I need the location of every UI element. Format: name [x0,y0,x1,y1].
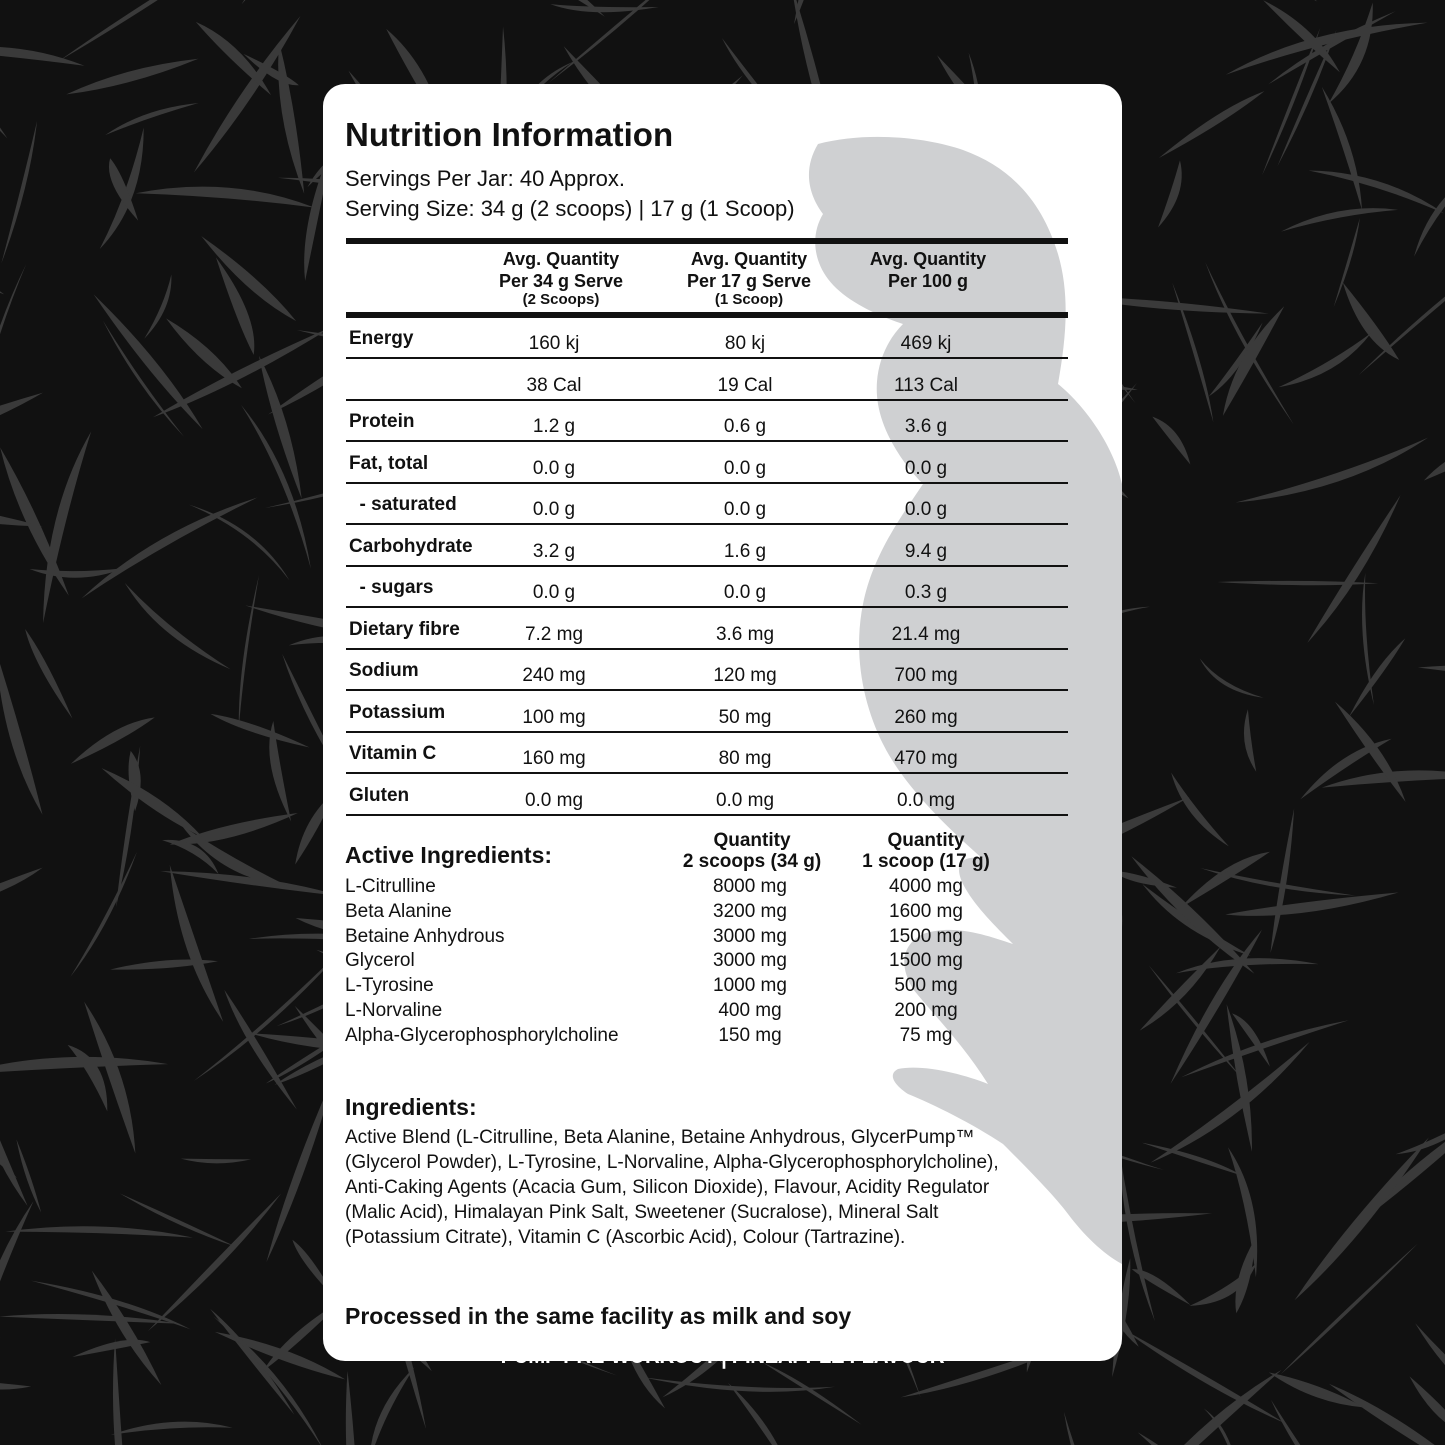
nutrition-row [346,484,1068,525]
nutrition-row [346,526,1068,567]
claw-scratch [0,1381,31,1390]
claw-scratch [148,1193,281,1331]
claw-scratch [5,1226,193,1237]
nutrient-label: Energy [349,328,414,349]
claw-scratch [170,865,223,1022]
nutrition-row [346,650,1068,691]
nutrient-value: 0.0 mg [524,789,584,811]
claw-scratch [278,42,304,194]
claw-scratch [1244,709,1256,772]
claw-scratch [1281,208,1398,231]
nutrient-label: Sodium [349,660,419,681]
claw-scratch [1309,170,1445,213]
claw-scratch [66,59,198,95]
nutrition-row [346,360,1068,401]
nutrition-card [323,84,1122,1361]
nutrient-value: 3.2 g [532,540,576,562]
claw-scratch [43,431,91,623]
quantity-2-scoops: 1000 mg [713,975,787,997]
claw-scratch [1159,91,1264,158]
active-column-header-1-scoop: Quantity 1 scoop (17 g) [862,830,990,872]
claw-scratch [120,1193,235,1246]
ingredients-title: Ingredients: [345,1094,477,1120]
claw-scratch [25,629,72,719]
claw-scratch [1064,1412,1125,1445]
active-ingredient-row [345,926,1065,951]
claw-scratch [153,327,332,418]
nutrient-value: 9.4 g [904,540,948,562]
nutrient-value: 3.6 g [904,416,948,437]
claw-scratch [113,1338,129,1445]
active-column-header-2-scoops: Quantity 2 scoops (34 g) [682,830,822,872]
nutrient-value: 19 Cal [717,374,773,396]
claw-scratch [144,275,171,339]
claw-scratch [125,583,231,669]
claw-scratch [116,746,140,907]
claw-scratch [1,121,37,263]
active-ingredient-name: Alpha-Glycerophosphorylcholine [345,1024,619,1046]
active-ingredient-row [345,876,1065,901]
claw-scratch [549,0,676,82]
nutrient-label: - saturated [349,494,457,515]
claw-scratch [242,0,361,4]
claw-scratch [763,1363,862,1425]
quantity-1-scoop: 1500 mg [889,950,963,972]
nutrient-value: 100 mg [522,706,586,728]
claw-scratch [0,264,26,475]
nutrient-value: 7.2 mg [524,623,584,645]
quantity-2-scoops: 3200 mg [713,900,787,922]
claw-scratch [0,1201,33,1371]
claw-scratch [1236,438,1428,503]
claw-scratch [1322,770,1445,787]
claw-scratch [201,236,296,321]
ingredients-line: (Malic Acid), Himalayan Pink Salt, Sweetener (Sucralose), Mineral Salt [345,1202,939,1223]
nutrient-value: 240 mg [522,665,586,686]
nutrient-value: 260 mg [894,706,958,728]
quantity-1-scoop: 200 mg [894,1000,958,1021]
claw-scratch [1328,3,1372,104]
ingredients-line: Anti-Caking Agents (Acacia Gum, Silicon Dioxide), Flavour, Acidity Regulator [345,1177,990,1198]
claw-scratch [1271,1400,1355,1445]
column-header-100g: Avg. Quantity Per 100 g [869,249,987,291]
claw-scratch [1152,417,1190,465]
nutrient-value: 0.0 g [904,457,948,479]
claw-scratch [0,868,43,913]
nutrient-label: Protein [349,411,415,432]
claw-scratch [241,405,311,569]
claw-scratch [370,1367,415,1445]
nutrition-row [346,567,1068,608]
nutrient-value: 700 mg [894,665,958,686]
claw-scratch [70,852,137,977]
claw-scratch [1278,333,1371,387]
active-ingredients-title: Active Ingredients: [345,842,553,868]
claw-scratch [1200,658,1264,697]
row-divider [346,814,1068,816]
nutrient-value: 38 Cal [526,374,582,396]
quantity-1-scoop: 500 mg [894,975,958,997]
claw-scratch [210,714,309,748]
quantity-1-scoop: 75 mg [899,1024,953,1046]
claw-scratch [189,505,290,581]
claw-scratch [1235,1238,1255,1313]
nutrient-value: 0.0 g [532,582,576,603]
claw-scratch [60,0,244,60]
nutrient-value: 80 kj [724,333,766,354]
nutrient-label: Dietary fibre [349,618,460,640]
quantity-2-scoops: 400 mg [718,1000,782,1021]
claw-scratch [1410,1376,1445,1435]
ingredients-line: (Potassium Citrate), Vitamin C (Ascorbic Acid), Colour (Tartrazine). [345,1227,906,1248]
nutrient-value: 3.6 mg [715,623,775,645]
ingredients-line: (Glycerol Powder), L-Tyrosine, L-Norvaline, Alpha-Glycerophosphorylcholine), [345,1152,999,1173]
nutrient-label: Gluten [349,784,410,806]
claw-scratch [728,1383,789,1445]
claw-scratch [1418,665,1445,691]
claw-scratch [71,717,155,764]
nutrition-row [346,733,1068,774]
active-ingredient-row [345,1025,1065,1050]
product-name-footer: PUMP PRE-WORKOUT | PINEAPPLE FLAVOUR [500,1341,945,1369]
column-header-17g: Avg. Quantity Per 17 g Serve (1 Scoop) [686,249,812,308]
claw-scratch [105,103,198,135]
claw-scratch [136,187,315,208]
ingredients-text [345,1125,1065,1250]
nutrient-value: 1.2 g [532,416,576,437]
claw-scratch [239,575,259,728]
active-ingredient-name: Glycerol [345,950,415,972]
quantity-1-scoop: 1500 mg [889,925,963,947]
active-ingredient-name: L-Norvaline [345,1000,443,1021]
claw-scratch [1424,428,1445,480]
nutrient-value: 0.0 g [532,499,576,520]
claw-scratch [94,294,203,429]
claw-scratch [1225,892,1399,915]
claw-scratch [0,650,42,814]
nutrient-value: 113 Cal [893,374,959,396]
quantity-2-scoops: 3000 mg [713,925,787,947]
claw-scratch [166,318,242,388]
nutrient-value: 50 mg [718,706,772,728]
allergen-statement: Processed in the same facility as milk and soy [345,1303,852,1329]
active-ingredient-name: L-Tyrosine [345,975,434,997]
nutrient-value: 0.0 g [904,499,948,520]
active-ingredient-row [345,975,1065,1000]
nutrient-value: 469 kj [900,333,952,354]
claw-scratch [1307,495,1400,643]
nutrition-row [346,692,1068,733]
nutrient-value: 0.6 g [723,416,767,437]
panel-title: Nutrition Information [345,116,674,153]
nutrient-value: 120 mg [713,665,777,686]
table-top-rule [346,238,1068,244]
nutrient-label: Potassium [349,701,446,723]
claw-scratch [1171,773,1229,847]
claw-scratch [103,320,184,436]
claw-scratch [346,1371,359,1445]
claw-scratch [196,22,271,95]
ingredients-line: Active Blend (L-Citrulline, Beta Alanine, Betaine Anhydrous, GlycerPump™ [345,1127,975,1148]
nutrient-value: 0.0 mg [715,789,775,811]
claw-scratch [1295,1137,1429,1300]
nutrient-value: 470 mg [894,748,958,769]
nutrition-row [346,775,1068,816]
claw-scratch [1414,173,1445,257]
quantity-1-scoop: 1600 mg [889,900,963,922]
nutrient-value: 0.0 g [723,457,767,479]
claw-scratch [1300,739,1391,800]
claw-scratch [1181,1020,1348,1077]
claw-scratch [82,497,258,598]
active-ingredient-row [345,950,1065,975]
claw-scratch [1349,638,1405,716]
quantity-2-scoops: 150 mg [718,1024,782,1046]
serving-size: Serving Size: 34 g (2 scoops) | 17 g (1 Scoop) [345,196,795,221]
claw-scratch [1132,1269,1191,1305]
nutrient-label: Carbohydrate [349,535,473,557]
nutrient-value: 0.0 mg [896,789,956,811]
servings-per-jar: Servings Per Jar: 40 Approx. [345,166,626,191]
claw-scratch [1269,1372,1365,1407]
nutrient-value: 0.0 g [723,582,767,603]
nutrition-row [346,401,1068,442]
nutrient-value: 160 kj [528,333,580,354]
active-ingredient-row [345,901,1065,926]
claw-scratch [1244,0,1317,1]
nutrient-value: 0.0 g [723,499,767,520]
active-ingredient-name: L-Citrulline [345,876,436,897]
claw-scratch [1415,1323,1445,1440]
claw-scratch [1270,808,1294,952]
nutrient-value: 160 mg [522,748,586,769]
quantity-1-scoop: 4000 mg [889,876,963,897]
nutrient-label: Fat, total [349,452,429,474]
nutrient-value: 0.3 g [904,582,948,603]
nutrient-value: 0.0 g [532,457,576,479]
nutrition-row [346,318,1068,359]
claw-scratch [1158,160,1182,227]
nutrient-value: 80 mg [718,748,772,769]
claw-scratch [0,393,43,450]
claw-scratch [181,1159,251,1164]
nutrition-row [346,609,1068,650]
quantity-2-scoops: 8000 mg [713,876,787,897]
claw-scratch [0,1058,28,1206]
active-ingredient-name: Beta Alanine [345,900,452,922]
active-ingredient-name: Betaine Anhydrous [345,925,505,947]
nutrient-value: 1.6 g [723,540,767,562]
claw-scratch [111,1422,233,1435]
claw-scratch [0,0,7,138]
claw-scratch [0,46,84,65]
claw-scratch [102,768,203,837]
claw-scratch [1194,864,1250,896]
nutrition-row [346,443,1068,484]
nutrient-label: - sugars [349,577,434,598]
claw-scratch [642,1377,835,1392]
claw-scratch [0,240,4,294]
claw-scratch [16,1139,41,1212]
quantity-2-scoops: 3000 mg [713,950,787,972]
claw-scratch [1358,253,1445,375]
claw-scratch [1322,87,1362,210]
active-ingredient-row [345,1000,1065,1025]
nutrient-value: 21.4 mg [891,623,961,645]
column-header-34g: Avg. Quantity Per 34 g Serve (2 Scoops) [498,249,624,308]
nutrient-label: Vitamin C [349,743,437,764]
